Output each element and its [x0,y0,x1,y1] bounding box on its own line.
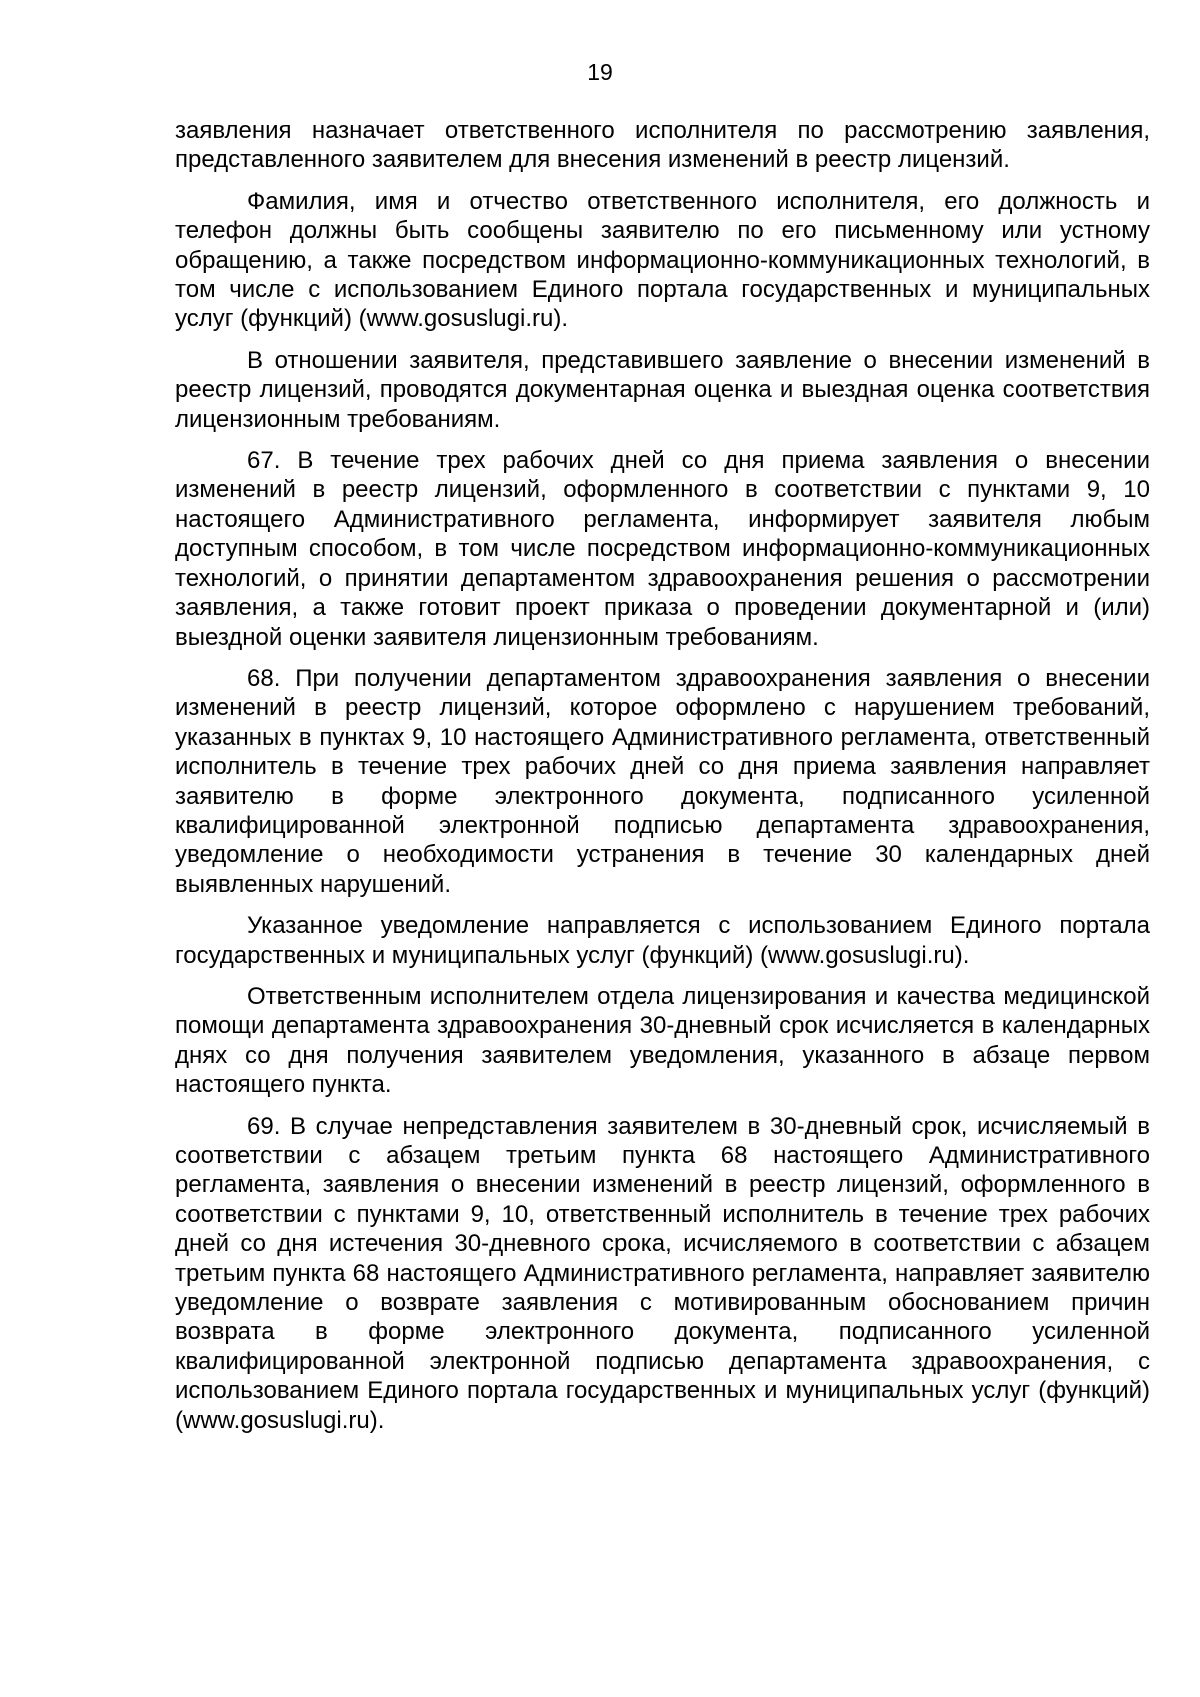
page-number: 19 [587,59,613,85]
document-body [175,116,1150,1447]
paragraph-term-calculation: Ответственным исполнителем отдела лицензирования и качества медицинской помощи департамента здравоохранения 30-дневный срок исчисляется в календарных днях со дня получения заявителем уведомления, указанного в абзаце первом настоящего пункта. [175,982,1150,1099]
paragraph-item-68: 68. При получении департаментом здравоохранения заявления о внесении изменений в реестр лицензий, которое оформлено с нарушением требований, указанных в пунктах 9, 10 настоящего Административного регламента, ответственный исполнитель в течение трех рабочих дней со дня приема заявления направляет заявителю в форме электронного документа, подписанного усиленной квалифицированной электронной подписью департамента здравоохранения, уведомление о необходимости устранения в течение 30 календарных дней выявленных нарушений. [175,664,1150,898]
paragraph-item-69: 69. В случае непредставления заявителем в 30-дневный срок, исчисляемый в соответствии с абзацем третьим пункта 68 настоящего Административного регламента, заявления о внесении изменений в реестр лицензий, оформленного в соответствии с пунктами 9, 10, ответственный исполнитель в течение трех рабочих дней со дня истечения 30-дневного срока, исчисляемого в соответствии с абзацем третьим пункта 68 настоящего Административного регламента, направляет заявителю уведомление о возврате заявления с мотивированным обоснованием причин возврата в форме электронного документа, подписанного усиленной квалифицированной электронной подписью департамента здравоохранения, с использованием Единого портала государственных и муниципальных услуг (функций) (www.gosuslugi.ru). [175,1112,1150,1434]
paragraph-item-67: 67. В течение трех рабочих дней со дня приема заявления о внесении изменений в реестр лицензий, оформленного в соответствии с пунктами 9, 10 настоящего Административного регламента, информирует заявителя любым доступным способом, в том числе посредством информационно-коммуникационных технологий, о принятии департаментом здравоохранения решения о рассмотрении заявления, а также готовит проект приказа о проведении документарной и (или) выездной оценки заявителя лицензионным требованиям. [175,447,1150,651]
paragraph-continuation: заявления назначает ответственного исполнителя по рассмотрению заявления, представленного заявителем для внесения изменений в реестр лицензий. [175,117,1150,174]
paragraph-notification: Указанное уведомление направляется с использованием Единого портала государственных и муниципальных услуг (функций) (www.gosuslugi.ru). [175,912,1150,969]
paragraph-assessment: В отношении заявителя, представившего заявление о внесении изменений в реестр лицензий, проводятся документарная оценка и выездная оценка соответствия лицензионным требованиям. [175,346,1150,433]
paragraph-executor-contacts: Фамилия, имя и отчество ответственного исполнителя, его должность и телефон должны быть сообщены заявителю по его письменному или устному обращению, а также посредством информационно-коммуникационных технологий, в том числе с использованием Единого портала государственных и муниципальных услуг (функций) (www.gosuslugi.ru). [175,187,1150,333]
